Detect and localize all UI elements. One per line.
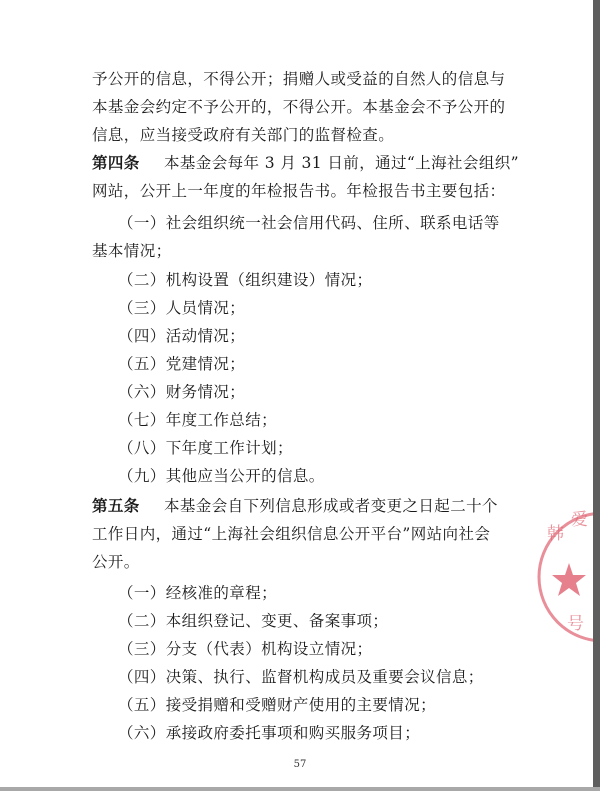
article4-line: 本基金会每年 3 月 31 日前，通过“上海社会组织” [164,154,519,172]
article4-item: （四）活动情况； [118,327,246,345]
article4-item: （六）财务情况； [118,383,246,401]
scan-edge-bottom [0,787,600,791]
paragraph-line: 予公开的信息，不得公开；捐赠人或受益的自然人的信息与 [92,70,506,88]
article5-line: 本基金会自下列信息形成或者变更之日起二十个 [164,497,498,515]
article5-item: （三）分支（代表）机构设立情况； [118,640,373,658]
red-seal-stamp [525,505,600,645]
paragraph-line: 本基金会约定不予公开的，不得公开。本基金会不予公开的 [92,98,506,116]
paragraph-line: 信息，应当接受政府有关部门的监督检查。 [92,126,395,144]
article4-item: （九）其他应当公开的信息。 [118,467,325,485]
article4-title: 第四条 [92,153,140,172]
article4-line: 网站，公开上一年度的年检报告书。年检报告书主要包括： [92,182,506,200]
article4-item: 基本情况； [92,242,172,260]
seal-graphic [525,505,600,645]
article4-item: （一）社会组织统一社会信用代码、住所、联系电话等 [118,214,500,232]
article4-item: （五）党建情况； [118,355,246,373]
article5-item: （六）承接政府委托事项和购买服务项目； [118,724,421,742]
article4-item: （二）机构设置（组织建设）情况； [118,271,373,289]
article4-item: （八）下年度工作计划； [118,439,293,457]
article5-line: 公开。 [92,553,140,571]
article5-item: （一）经核准的章程； [118,584,278,602]
seal-char: 爱 [571,510,588,530]
article5-item: （四）决策、执行、监督机构成员及重要会议信息； [118,668,484,686]
page-number: 57 [293,759,307,770]
seal-char: 韩 [547,524,564,544]
article4-item: （三）人员情况； [118,299,246,317]
seal-star-icon [552,563,586,596]
seal-char: 号 [567,614,584,634]
article5-item: （二）本组织登记、变更、备案事项； [118,612,389,630]
scan-edge-right [593,0,600,791]
article5-title: 第五条 [92,496,140,515]
article4-item: （七）年度工作总结； [118,411,278,429]
article5-line: 工作日内，通过“上海社会组织信息公开平台”网站向社会 [92,525,491,543]
article5-item: （五）接受捐赠和受赠财产使用的主要情况； [118,696,437,714]
